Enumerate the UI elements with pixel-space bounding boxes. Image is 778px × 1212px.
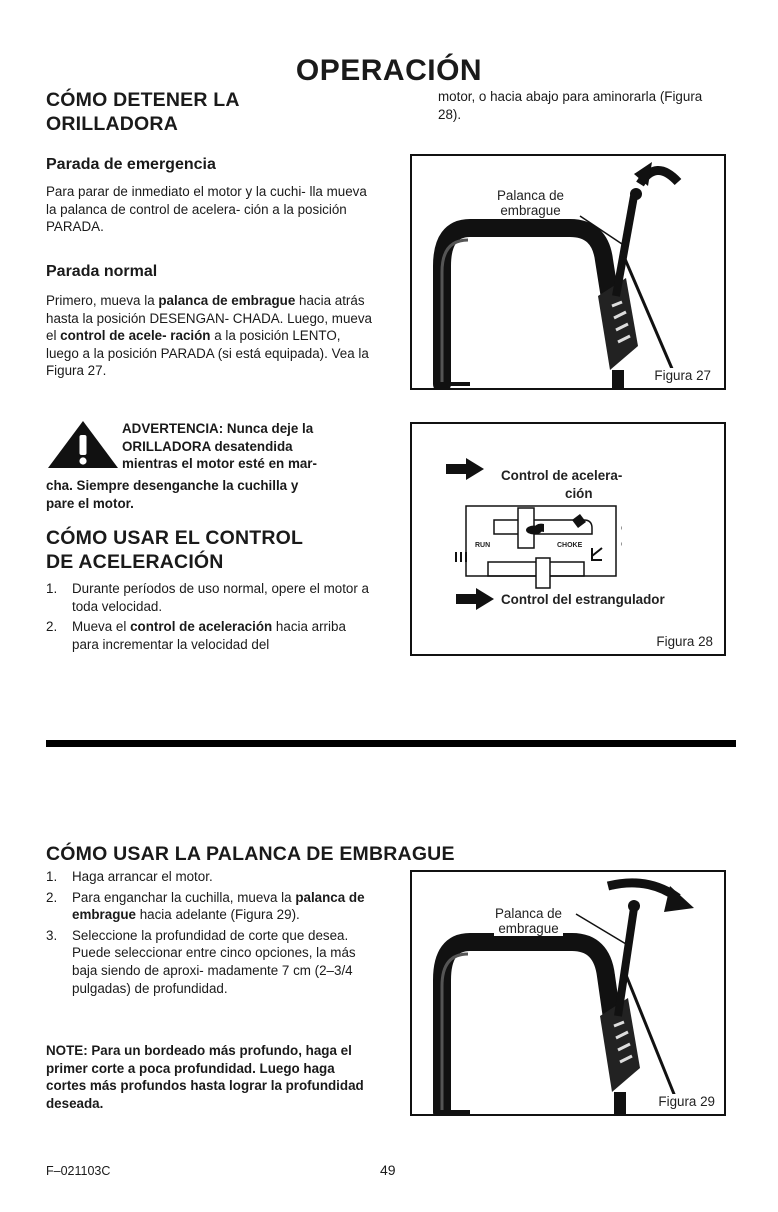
list-item: 3. Seleccione la profundidad de corte que desea. Puede seleccionar entre cinco opciones, la más baja siendo de aproxi- madamente 7 cm (2–3/4 pulgadas) de profundidad.: [46, 927, 356, 996]
list-item: 1. Haga arrancar el motor.: [46, 869, 213, 884]
throttle-continuation-text: motor, o hacia abajo para aminorarla (Figura 28).: [438, 89, 703, 122]
warning-text-bottom: cha. Siempre desenganche la cuchilla y pare el motor.: [46, 478, 299, 511]
clutch-heading: CÓMO USAR LA PALANCA DE EMBRAGUE: [46, 843, 455, 865]
emergency-stop-text: Para parar de inmediato el motor y la cuchi- lla mueva la palanca de control de acelera- ción a la posición PARADA.: [46, 184, 367, 235]
section-divider: [46, 740, 736, 747]
throttle-control-label-line2: ción: [565, 486, 593, 501]
figure-27: [410, 154, 726, 390]
figure-28: [410, 422, 726, 656]
page-number: 49: [380, 1162, 396, 1178]
fig29-caption: Figura 29: [658, 1094, 715, 1109]
normal-stop-heading: Parada normal: [46, 263, 158, 280]
warning-icon: [46, 418, 120, 470]
stop-heading-line2: ORILLADORA: [46, 113, 178, 135]
run-label: RUN: [475, 542, 491, 549]
choke-label: CHOKE: [557, 542, 583, 549]
warning-text-right: ADVERTENCIA: Nunca deje la ORILLADORA desatendida mientras el motor esté en mar-: [122, 421, 317, 472]
figure-29: [410, 870, 726, 1116]
emergency-stop-heading: Parada de emergencia: [46, 156, 216, 173]
arrow-right-icon: [446, 458, 484, 480]
fig28-caption: Figura 28: [656, 634, 713, 649]
stop-heading-line1: CÓMO DETENER LA: [46, 89, 240, 111]
fig29-label: Palanca de embrague: [495, 906, 563, 936]
list-item: 2. Mueva el control de aceleración hacia arriba para incrementar la velocidad del: [46, 619, 346, 652]
clutch-note: NOTE: Para un bordeado más profundo, haga el primer corte a poca profundidad. Luego haga cortes más profundos hasta lograr la profundidad deseada.: [46, 1043, 364, 1111]
edger-handle-illustration: [412, 156, 724, 388]
choke-control-label: Control del estrangulador: [501, 592, 665, 607]
throttle-control-label: Control de acelera-: [501, 468, 623, 483]
arrow-right-icon: [456, 588, 494, 610]
footer-code: F–021103C: [46, 1164, 111, 1178]
normal-stop-text: Primero, mueva la palanca de embrague hacia atrás hasta la posición DESENGAN- CHADA. Luego, mueva el control de acele- ración a la posición LENTO, luego a la posición PARADA (si está equipada). Vea la Figura 27.: [46, 293, 372, 379]
list-item: 2. Para enganchar la cuchilla, mueva la palanca de embrague hacia adelante (Figura 29).: [46, 889, 365, 923]
page-title: OPERACIÓN: [295, 54, 483, 87]
throttle-steps: [46, 580, 376, 656]
throttle-heading: CÓMO USAR EL CONTROL DE ACELERACIÓN: [46, 527, 304, 573]
clutch-steps: [46, 868, 376, 1000]
edger-handle-illustration: [412, 872, 724, 1114]
stop-heading: [46, 88, 240, 136]
fig27-caption: Figura 27: [654, 368, 711, 383]
list-item: 1. Durante períodos de uso normal, opere el motor a toda velocidad.: [46, 581, 369, 614]
fig27-label: Palanca de embrague: [497, 188, 565, 218]
